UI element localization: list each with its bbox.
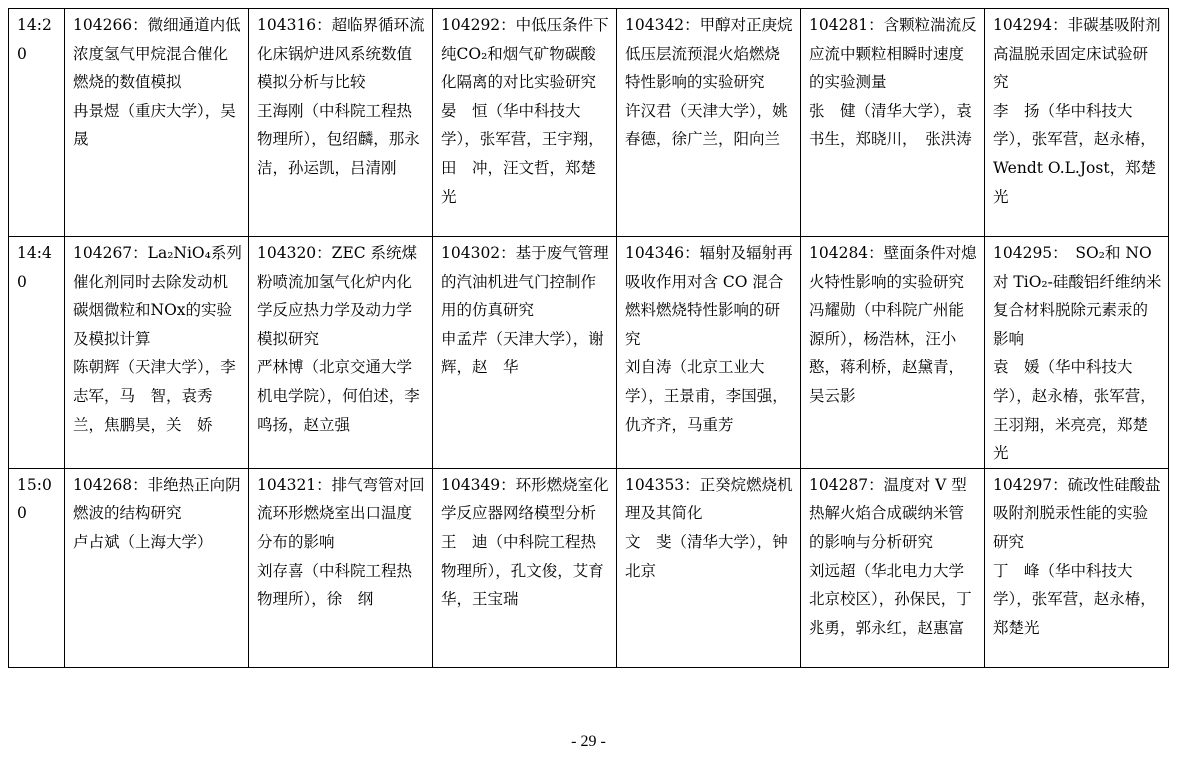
- paper-title: 104342：甲醇对正庚烷低压层流预混火焰燃烧特性影响的实验研究: [625, 16, 793, 92]
- table-row: [9, 468, 1169, 667]
- session-time: 15:00: [9, 468, 65, 667]
- table-row: [9, 9, 1169, 237]
- table-row: [9, 237, 1169, 469]
- paper-cell: [801, 9, 985, 237]
- paper-authors: 袁 媛（华中科技大学），赵永椿，张军营，王羽翔，米亮亮，郑楚光: [993, 358, 1156, 463]
- paper-authors: 冉景煜（重庆大学），吴晟: [73, 101, 236, 149]
- paper-title: 104346：辐射及辐射再吸收作用对含 CO 混合燃料燃烧特性影响的研究: [625, 244, 793, 348]
- paper-title: 104292：中低压条件下纯CO₂和烟气矿物碳酸化隔离的对比实验研究: [441, 16, 609, 92]
- paper-authors: 申孟芹（天津大学），谢辉，赵 华: [441, 329, 604, 377]
- paper-cell: [65, 237, 249, 469]
- paper-title: 104321：排气弯管对回流环形燃烧室出口温度分布的影响: [257, 475, 425, 551]
- session-time: 14:40: [9, 237, 65, 469]
- paper-authors: 冯耀勋（中科院广州能源所），杨浩林，汪小憨，蒋利桥，赵黛青，吴云影: [809, 301, 965, 405]
- paper-authors: 丁 峰（华中科技大学），张军营，赵永椿，郑楚光: [993, 561, 1156, 637]
- paper-title: 104320：ZEC 系统煤粉喷流加氢气化炉内化学反应热力学及动力学模拟研究: [257, 244, 418, 348]
- page-number: - 29 -: [571, 733, 606, 750]
- paper-cell: [801, 468, 985, 667]
- paper-title: 104284：壁面条件对熄火特性影响的实验研究: [809, 244, 977, 291]
- paper-cell: [433, 468, 617, 667]
- paper-title: 104267：La₂NiO₄系列催化剂同时去除发动机碳烟微粒和NOx的实验及模拟计算: [73, 244, 242, 348]
- paper-authors: 刘存喜（中科院工程热物理所），徐 纲: [257, 561, 413, 609]
- paper-authors: 严林博（北京交通大学机电学院），何伯述，李鸣扬，赵立强: [257, 358, 420, 434]
- session-time: 14:20: [9, 9, 65, 237]
- paper-cell: [433, 9, 617, 237]
- paper-authors: 王 迪（中科院工程热物理所），孔文俊，艾育华，王宝瑞: [441, 532, 604, 609]
- paper-cell: [985, 9, 1169, 237]
- paper-title: 104266：微细通道内低浓度氢气甲烷混合催化燃烧的数值模拟: [73, 16, 241, 92]
- paper-title: 104294：非碳基吸附剂高温脱汞固定床试验研究: [993, 16, 1161, 92]
- paper-title: 104297：硫改性硅酸盐吸附剂脱汞性能的实验研究: [993, 475, 1161, 551]
- paper-authors: 文 斐（清华大学），钟北京: [625, 532, 788, 580]
- paper-title: 104353：正癸烷燃烧机理及其简化: [625, 475, 793, 523]
- paper-cell: [801, 237, 985, 469]
- paper-authors: 李 扬（华中科技大学），张军营，赵永椿，Wendt O.L.Jost，郑楚光: [993, 101, 1157, 206]
- paper-cell: [249, 237, 433, 469]
- paper-authors: 刘远超（华北电力大学北京校区），孙保民，丁兆勇，郭永红，赵惠富: [809, 561, 972, 637]
- paper-cell: [249, 468, 433, 667]
- paper-cell: [249, 9, 433, 237]
- paper-authors: 许汉君（天津大学），姚春德，徐广兰，阳向兰: [625, 101, 788, 149]
- paper-authors: 刘自涛（北京工业大学），王景甫，李国强，仇齐齐，马重芳: [625, 358, 788, 434]
- paper-authors: 晏 恒（华中科技大学），张军营，王宇翔，田 冲，汪文哲，郑楚光: [441, 101, 604, 206]
- paper-cell: [617, 237, 801, 469]
- paper-cell: [617, 468, 801, 667]
- paper-title: 104287：温度对 V 型热解火焰合成碳纳米管的影响与分析研究: [809, 475, 967, 551]
- paper-authors: 卢占斌（上海大学）: [73, 532, 213, 551]
- paper-title: 104302：基于废气管理的汽油机进气门控制作用的仿真研究: [441, 244, 609, 320]
- paper-cell: [985, 237, 1169, 469]
- paper-cell: [433, 237, 617, 469]
- paper-authors: 陈朝辉（天津大学），李志军，马 智，袁秀兰，焦鹏昊，关 娇: [73, 358, 236, 434]
- paper-title: 104268：非绝热正向阴燃波的结构研究: [73, 475, 241, 523]
- paper-title: 104316：超临界循环流化床锅炉进风系统数值模拟分析与比较: [257, 16, 425, 92]
- paper-cell: [617, 9, 801, 237]
- paper-title: 104281：含颗粒湍流反应流中颗粒相瞬时速度的实验测量: [809, 16, 977, 92]
- paper-cell: [985, 468, 1169, 667]
- paper-authors: 王海刚（中科院工程热物理所），包绍麟，那永洁，孙运凯，吕清刚: [257, 101, 420, 177]
- paper-title: 104295： SO₂和 NO 对 TiO₂-硅酸铝纤维纳米复合材料脱除元素汞的影响: [993, 244, 1162, 348]
- paper-authors: 张 健（清华大学），袁书生，郑晓川， 张洪涛: [809, 101, 972, 149]
- paper-cell: [65, 468, 249, 667]
- schedule-table: [8, 8, 1169, 668]
- paper-cell: [65, 9, 249, 237]
- paper-title: 104349：环形燃烧室化学反应器网络模型分析: [441, 475, 609, 523]
